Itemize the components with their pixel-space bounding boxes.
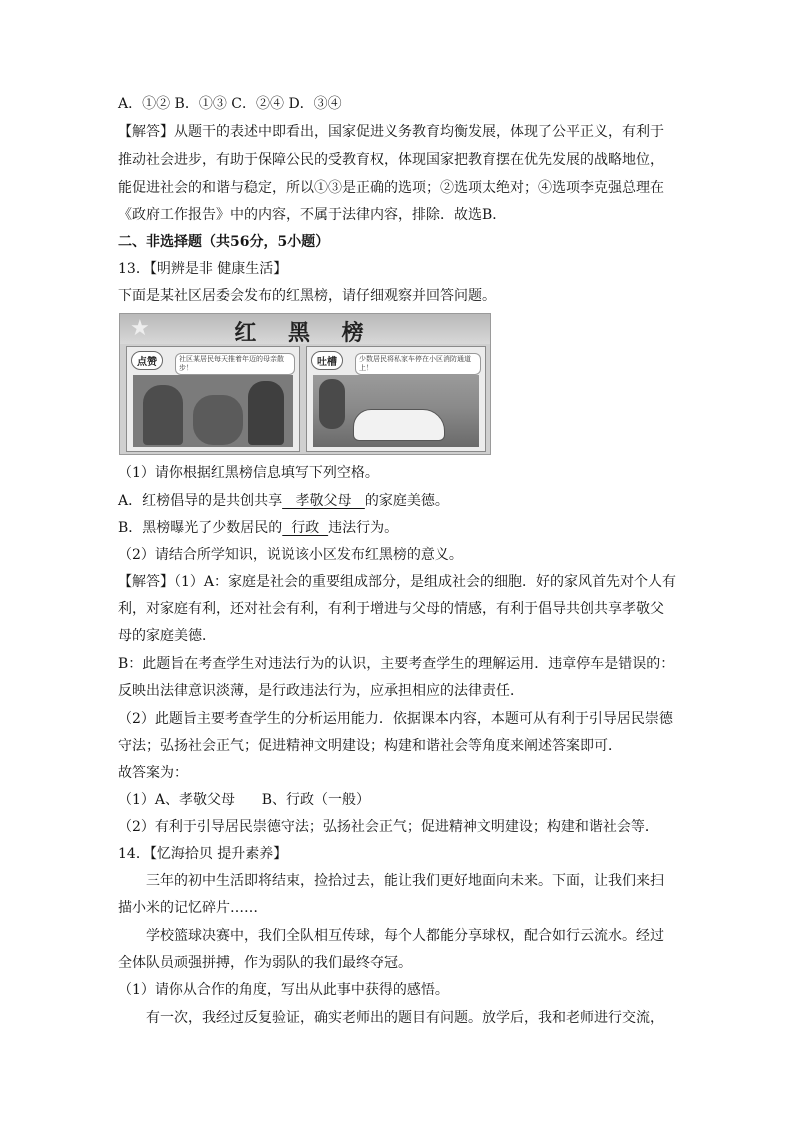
paragraph-line: 描小米的记忆碎片…… [118, 900, 258, 916]
answer-line: 母的家庭美德． [118, 628, 216, 644]
star-icon: ★ [130, 316, 150, 341]
answer-line: 《政府工作报告》中的内容，不属于法律内容，排除．故选B． [118, 207, 507, 223]
fill-blank-b: B．黑榜曝光了少数居民的 行政 违法行为。 [118, 520, 399, 536]
red-black-list-image [119, 313, 491, 455]
answer-line: 利，对家庭有利，还对社会有利，有利于增进与父母的情感，有利于倡导共创共享孝敬父 [118, 601, 664, 617]
complaint-caption: 少数居民将私家车停在小区消防通道上！ [355, 353, 481, 375]
answer-blank-b: 行政 [282, 520, 329, 536]
paragraph-line: 全体队员顽强拼搏，作为弱队的我们最终夺冠。 [118, 955, 412, 971]
car-icon [353, 409, 445, 441]
paragraph-line: 有一次，我经过反复验证，确实老师出的题目有问题。放学后，我和老师进行交流， [146, 1010, 664, 1026]
fill-blank-a: A．红榜倡导的是共创共享 孝敬父母 的家庭美德。 [118, 493, 449, 509]
paragraph-line: 三年的初中生活即将结束，捡拾过去，能让我们更好地面向未来。下面，让我们来扫 [146, 873, 664, 889]
answer-line: 【解答】从题干的表述中即看出，国家促进义务教育均衡发展，体现了公平正义，有利于 [118, 124, 664, 140]
answer-line: 守法；弘扬社会正气；促进精神文明建设；构建和谐社会等角度来阐述答案即可． [118, 738, 622, 754]
question-title: 14．【忆海拾贝 提升素养】 [118, 846, 288, 862]
answer-line: 反映出法律意识淡薄，是行政违法行为，应承担相应的法律责任． [118, 683, 524, 699]
answer-line: （2）此题旨主要考查学生的分析运用能力．依据课本内容，本题可从有利于引导居民崇德 [118, 711, 673, 727]
section-heading: 二、非选择题（共56分，5小题） [118, 234, 330, 250]
praise-tag: 点赞 [131, 351, 163, 370]
answer-line: 故答案为： [118, 765, 188, 781]
complaint-panel [306, 346, 486, 452]
answer-line: 推动社会进步，有助于保障公民的受教育权，体现国家把教育摆在优先发展的战略地位， [118, 152, 664, 168]
answer-line: 能促进社会的和谐与稳定，所以①③是正确的选项；②选项太绝对；④选项李克强总理在 [118, 180, 664, 196]
question-title: 13．【明辨是非 健康生活】 [118, 261, 288, 277]
subquestion-2: （2）请结合所学知识，说说该小区发布红黑榜的意义。 [118, 547, 463, 563]
answer-line: （2）有利于引导居民崇德守法；弘扬社会正气；促进精神文明建设；构建和谐社会等． [118, 819, 659, 835]
praise-photo [133, 375, 293, 447]
answer-line: （1）A、孝敬父母 B、行政（一般） [118, 792, 371, 808]
praise-panel [126, 346, 300, 452]
answer-blank-a: 孝敬父母 [282, 493, 365, 509]
praise-caption: 社区某居民每天推着年迈的母亲散步！ [175, 353, 295, 375]
question-intro: 下面是某社区居委会发布的红黑榜，请仔细观察并回答问题。 [118, 288, 496, 304]
subquestion-1: （1）请你从合作的角度，写出从此事中获得的感悟。 [118, 982, 449, 998]
paragraph-line: 学校篮球决赛中，我们全队相互传球，每个人都能分享球权，配合如行云流水。经过 [146, 928, 664, 944]
complaint-photo [313, 375, 479, 447]
figure-title: 红 黑 榜 [234, 321, 376, 346]
options-line: A．①② B．①③ C．②④ D．③④ [118, 96, 342, 112]
answer-line: B：此题旨在考查学生对违法行为的认识，主要考查学生的理解运用．违章停车是错误的： [118, 656, 675, 672]
complaint-tag: 吐槽 [311, 351, 343, 370]
subquestion-1: （1）请你根据红黑榜信息填写下列空格。 [118, 465, 379, 481]
answer-line: 【解答】（1）A：家庭是社会的重要组成部分，是组成社会的细胞．好的家风首先对个人有 [118, 574, 677, 590]
